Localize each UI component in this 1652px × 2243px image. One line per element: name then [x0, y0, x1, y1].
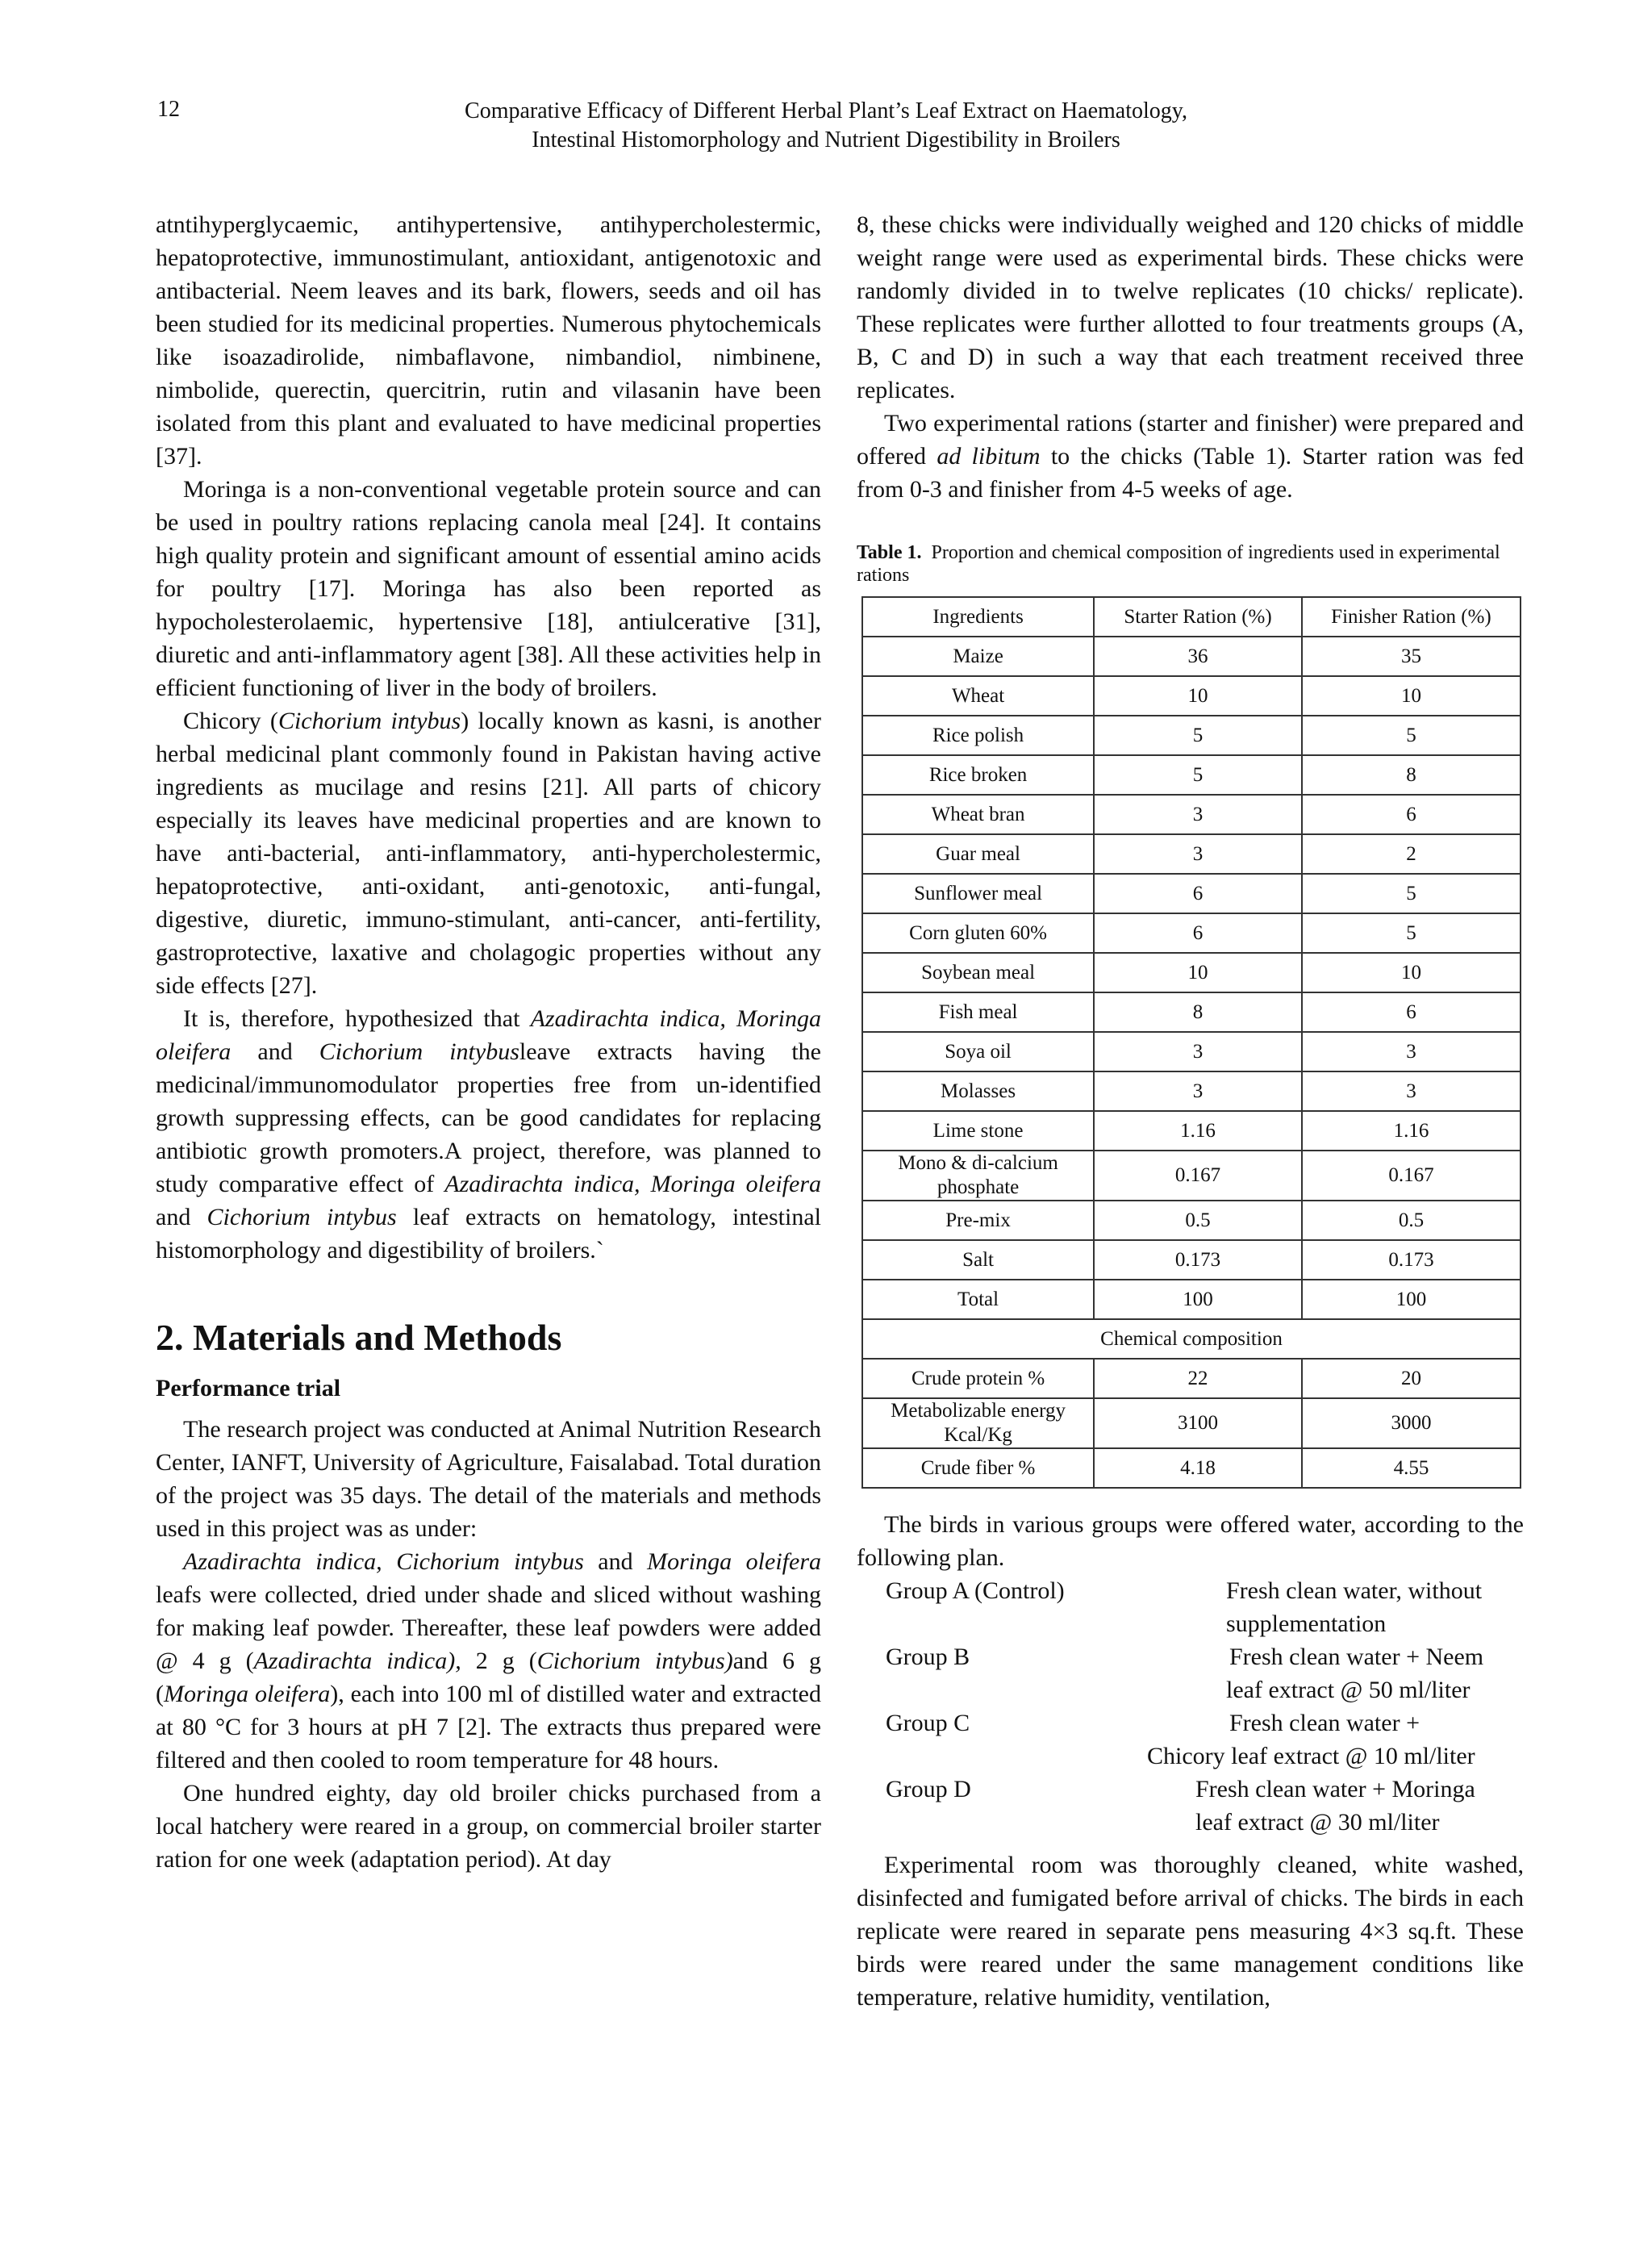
table-row-label: Corn gluten 60%	[862, 913, 1094, 953]
table-cell: 20	[1302, 1359, 1521, 1398]
table-caption-text: Proportion and chemical composition of ingredients used in experimental rations	[857, 542, 1500, 586]
table-row	[862, 1240, 1521, 1280]
table-cell: 10	[1302, 953, 1521, 992]
paragraph-neem-properties: atntihyperglycaemic, antihypertensive, antihypercholestermic, hepatoprotective, immunostimulant, antioxidant, antigenotoxic and antibacterial. Neem leaves and its bark, flowers, seeds and oil has been studied for its medicinal properties. Numerous phytochemicals like isoazadirolide, nimbaflavone, nimbandiol, nimbinene, nimbolide, querectin, quercitrin, rutin and vilasanin have been isolated from this plant and evaluated to have medicinal properties [37].	[156, 211, 821, 470]
table-row-label: Rice broken	[862, 755, 1094, 795]
table-cell: 5	[1302, 716, 1521, 755]
table-cell: 3	[1094, 1032, 1302, 1071]
table-cell: 3000	[1302, 1398, 1521, 1448]
table-row-label: Maize	[862, 637, 1094, 676]
table-row-label: Wheat bran	[862, 795, 1094, 834]
table-cell: 5	[1094, 755, 1302, 795]
section-heading: 2. Materials and Methods	[156, 1317, 562, 1358]
table-cell: 35	[1302, 637, 1521, 676]
table-cell: 36	[1094, 637, 1302, 676]
plan-group-desc: Fresh clean water + Neem	[1229, 1644, 1484, 1670]
table-cell: 3	[1302, 1032, 1521, 1071]
table-cell: 4.55	[1302, 1448, 1521, 1488]
table-row-label: Salt	[862, 1240, 1094, 1280]
table-row-label: Molasses	[862, 1071, 1094, 1111]
left-column	[156, 208, 821, 1876]
plan-group-b	[857, 1640, 1524, 1706]
paragraph-leaf-extract: Azadirachta indica, Cichorium intybus and Moringa oleifera leafs were collected, dried under shade and sliced without washing for making leaf powder. Thereafter, these leaf powders were added @ 4 g (Azadirachta indica), 2 g (Cichorium intybus)and 6 g (Moringa oleifera), each into 100 ml of distilled water and extracted at 80 °C for 3 hours at pH 7 [2]. The extracts thus prepared were filtered and then cooled to room temperature for 48 hours.	[156, 1548, 821, 1773]
plan-group-desc: Fresh clean water + Moringa	[1195, 1776, 1475, 1802]
paragraph-hypothesis: It is, therefore, hypothesized that Azadirachta indica, Moringa oleifera and Cichorium intybusleave extracts having the medicinal/immunomodulator properties free from un-identified growth suppressing effects, can be good candidates for replacing antibiotic growth promoters.A project, therefore, was planned to study comparative effect of Azadirachta indica, Moringa oleifera and Cichorium intybus leaf extracts on hematology, intestinal histomorphology and digestibility of broilers.`	[156, 1005, 821, 1264]
table-row-label: Soya oil	[862, 1032, 1094, 1071]
table-cell: 3	[1094, 795, 1302, 834]
plan-group-desc: leaf extract @ 30 ml/liter	[1195, 1809, 1440, 1836]
plan-group-desc: supplementation	[1226, 1610, 1387, 1637]
table-cell: 100	[1094, 1280, 1302, 1319]
table-row-label: Fish meal	[862, 992, 1094, 1032]
paragraph-chicks: One hundred eighty, day old broiler chicks purchased from a local hatchery were reared in a group, on commercial broiler starter ration for one week (adaptation period). At day	[156, 1780, 821, 1873]
table-header-cell: Finisher Ration (%)	[1302, 597, 1521, 637]
table-row	[862, 1111, 1521, 1151]
table-cell: 0.173	[1094, 1240, 1302, 1280]
table-cell: 10	[1094, 676, 1302, 716]
table-row	[862, 1280, 1521, 1319]
table-row-label: Crude protein %	[862, 1359, 1094, 1398]
table-cell: 3	[1302, 1071, 1521, 1111]
paragraph-water-plan: The birds in various groups were offered water, according to the following plan.	[857, 1511, 1524, 1571]
plan-group-label: Group B	[886, 1644, 970, 1670]
paragraph-research-project: The research project was conducted at Animal Nutrition Research Center, IANFT, University of Agriculture, Faisalabad. Total duration of the project was 35 days. The detail of the materials and methods used in this project was as under:	[156, 1416, 821, 1542]
paragraph-moringa: Moringa is a non-conventional vegetable protein source and can be used in poultry rations replacing canola meal [24]. It contains high quality protein and significant amount of essential amino acids for poultry [17]. Moringa has also been reported as hypocholesterolaemic, hypertensive [18], antiulcerative [31], diuretic and anti-inflammatory agent [38]. All these activities help in efficient functioning of liver in the body of broilers.	[156, 476, 821, 701]
table-section-row	[862, 1319, 1521, 1359]
table-cell: 8	[1302, 755, 1521, 795]
table-row-label: Guar meal	[862, 834, 1094, 874]
water-plan-list	[857, 1574, 1524, 1839]
ration-table	[861, 596, 1521, 1489]
table-row-label: Total	[862, 1280, 1094, 1319]
table-cell: 5	[1094, 716, 1302, 755]
table-row-label: Soybean meal	[862, 953, 1094, 992]
page-number: 12	[157, 97, 180, 122]
table-row-label: Crude fiber %	[862, 1448, 1094, 1488]
table-cell: 22	[1094, 1359, 1302, 1398]
table-cell: 6	[1302, 795, 1521, 834]
paragraph-experimental-room: Experimental room was thoroughly cleaned, white washed, disinfected and fumigated before arrival of chicks. The birds in each replicate were reared in separate pens measuring 4×3 sq.ft. These birds were reared under the same management conditions like temperature, relative humidity, ventilation,	[857, 1852, 1524, 2011]
table-cell: 3100	[1094, 1398, 1302, 1448]
table-cell: 8	[1094, 992, 1302, 1032]
table-cell: 6	[1094, 913, 1302, 953]
table-row-label: Rice polish	[862, 716, 1094, 755]
table-row	[862, 992, 1521, 1032]
table-row	[862, 716, 1521, 755]
plan-group-d	[857, 1773, 1524, 1839]
table-row	[862, 913, 1521, 953]
paragraph-replicates: 8, these chicks were individually weighed and 120 chicks of middle weight range were used as experimental birds. These chicks were randomly divided in to twelve replicates (10 chicks/ replicate). These replicates were further allotted to four treatments groups (A, B, C and D) in such a way that each treatment received three replicates.	[857, 211, 1524, 403]
page-header	[0, 97, 1652, 161]
table-cell: 0.5	[1302, 1201, 1521, 1240]
table-cell: 6	[1302, 992, 1521, 1032]
plan-group-desc: Fresh clean water +	[1229, 1710, 1420, 1736]
table-row-label: Sunflower meal	[862, 874, 1094, 913]
table-row-label: Mono & di-calcium phosphate	[862, 1151, 1094, 1201]
table-cell: 0.5	[1094, 1201, 1302, 1240]
table-row-label: Metabolizable energy Kcal/Kg	[862, 1398, 1094, 1448]
table-cell: 5	[1302, 913, 1521, 953]
table-row	[862, 1151, 1521, 1201]
plan-group-desc: Chicory leaf extract @ 10 ml/liter	[1147, 1743, 1475, 1769]
table-cell: 6	[1094, 874, 1302, 913]
table-cell: 1.16	[1302, 1111, 1521, 1151]
table-row-label: Pre-mix	[862, 1201, 1094, 1240]
plan-group-label: Group A (Control)	[886, 1577, 1065, 1604]
plan-group-a	[857, 1574, 1524, 1640]
table-header-row	[862, 597, 1521, 637]
table-cell: 3	[1094, 1071, 1302, 1111]
table-row	[862, 834, 1521, 874]
table-row	[862, 874, 1521, 913]
table-row	[862, 953, 1521, 992]
plan-group-desc: Fresh clean water, without	[1226, 1577, 1483, 1604]
table-row	[862, 795, 1521, 834]
table-row	[862, 1359, 1521, 1398]
plan-group-desc: leaf extract @ 50 ml/liter	[1226, 1677, 1471, 1703]
table-caption-label: Table 1.	[857, 542, 922, 563]
table-cell: 5	[1302, 874, 1521, 913]
plan-group-label: Group C	[886, 1710, 970, 1736]
table-cell: 3	[1094, 834, 1302, 874]
running-title	[282, 97, 1370, 155]
table-cell: 2	[1302, 834, 1521, 874]
table-row	[862, 1032, 1521, 1071]
table-row-label: Wheat	[862, 676, 1094, 716]
table-cell: 10	[1094, 953, 1302, 992]
table-cell: 0.167	[1302, 1151, 1521, 1201]
table-cell: 10	[1302, 676, 1521, 716]
table-row	[862, 755, 1521, 795]
running-title-line-1: Comparative Efficacy of Different Herbal Plant’s Leaf Extract on Haematology,	[465, 98, 1187, 123]
paragraph-rations: Two experimental rations (starter and finisher) were prepared and offered ad libitum to the chicks (Table 1). Starter ration was fed from 0-3 and finisher from 4-5 weeks of age.	[857, 410, 1524, 503]
table-cell: 0.173	[1302, 1240, 1521, 1280]
table-row	[862, 1071, 1521, 1111]
table-cell: 100	[1302, 1280, 1521, 1319]
table-row	[862, 637, 1521, 676]
paragraph-chicory: Chicory (Cichorium intybus) locally known as kasni, is another herbal medicinal plant commonly found in Pakistan having active ingredients as mucilage and resins [21]. All parts of chicory especially its leaves have medicinal properties and are known to have anti-bacterial, anti-inflammatory, anti-hypercholestermic, hepatoprotective, anti-oxidant, anti-genotoxic, anti-fungal, digestive, diuretic, immuno-stimulant, anti-cancer, anti-fertility, gastroprotective, laxative and cholagogic properties without any side effects [27].	[156, 708, 822, 999]
plan-group-label: Group D	[886, 1776, 971, 1802]
table-header-cell: Ingredients	[862, 597, 1094, 637]
running-title-line-2: Intestinal Histomorphology and Nutrient Digestibility in Broilers	[532, 127, 1120, 152]
right-column	[857, 208, 1524, 2014]
plan-group-c	[857, 1706, 1524, 1773]
table-row	[862, 1201, 1521, 1240]
chemical-composition-heading: Chemical composition	[862, 1319, 1521, 1359]
table-cell: 4.18	[1094, 1448, 1302, 1488]
table-row-label: Lime stone	[862, 1111, 1094, 1151]
subsection-heading: Performance trial	[156, 1375, 341, 1401]
table-header-cell: Starter Ration (%)	[1094, 597, 1302, 637]
table-caption	[857, 541, 1524, 587]
table-row	[862, 676, 1521, 716]
table-row	[862, 1398, 1521, 1448]
table-cell: 0.167	[1094, 1151, 1302, 1201]
table-row	[862, 1448, 1521, 1488]
table-cell: 1.16	[1094, 1111, 1302, 1151]
